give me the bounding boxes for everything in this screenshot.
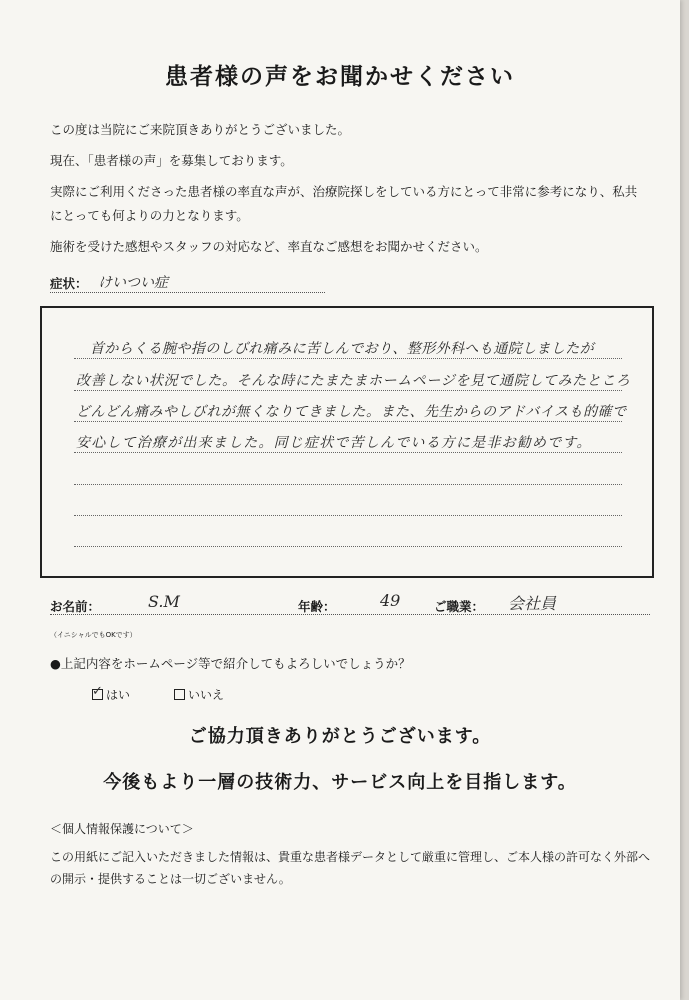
- symptom-label: 症状：: [50, 276, 88, 291]
- no-label: いいえ: [188, 688, 225, 702]
- intro-paragraph: この度は当院にご来院頂きありがとうございました。: [50, 122, 351, 137]
- consent-no-option[interactable]: [174, 686, 224, 703]
- age-value: 49: [380, 591, 401, 610]
- comment-line: 改善しない状況でした。そんな時にたまたまホームページを見て通院してみたところ: [76, 373, 631, 389]
- goal-message: 今後もより一層の技術力、サービス向上を目指します。: [103, 772, 577, 793]
- ruled-line: [74, 452, 622, 453]
- symptom-underline: [50, 292, 325, 293]
- checkmark-icon: ✓: [92, 684, 103, 699]
- intro-paragraph: 現在、「患者様の声」を募集しております。: [50, 153, 293, 168]
- job-value: 会社員: [508, 594, 557, 613]
- ruled-line: [74, 484, 622, 485]
- ruled-line: [74, 546, 622, 547]
- age-label: 年齢：: [298, 599, 336, 614]
- consent-yes-option[interactable]: [92, 686, 130, 703]
- ruled-line: [74, 358, 622, 359]
- ruled-line: [74, 390, 622, 391]
- intro-paragraph: 実際にご利用くださった患者様の率直な声が、治療院探しをしている方にとって非常に参考になり、私共にとっても何よりの力となります。: [50, 184, 638, 223]
- info-underline: [50, 614, 650, 615]
- intro-paragraph: 施術を受けた感想やスタッフの対応など、率直なご感想をお聞かせください。: [50, 239, 488, 254]
- comment-line: どんどん痛みやしびれが無くなりてきました。また、先生からのアドバイスも的確で: [76, 404, 627, 420]
- privacy-body: この用紙にご記入いただきました情報は、貴重な患者様データとして厳重に管理し、ご本人様の許可なく外部への開示・提供することは一切ございません。: [50, 850, 651, 886]
- intro-text: [50, 118, 640, 259]
- yes-checkbox[interactable]: [92, 684, 103, 700]
- comment-box: [40, 306, 654, 578]
- ruled-line: [74, 515, 622, 516]
- job-label: ご職業：: [434, 599, 485, 614]
- privacy-heading: ＜個人情報保護について＞: [50, 822, 194, 836]
- page-title: 患者様の声をお聞かせください: [165, 64, 515, 90]
- thanks-message: ご協力頂きありがとうございます。: [188, 726, 492, 747]
- ruled-line: [74, 421, 622, 422]
- consent-question: ●上記内容をホームページ等で紹介してもよろしいでしょうか？: [50, 656, 411, 671]
- name-label: お名前：: [50, 599, 101, 614]
- comment-line: 首からくる腕や指のしびれ痛みに苦しんでおり、整形外科へも通院しましたが: [90, 341, 594, 357]
- no-checkbox[interactable]: [174, 689, 185, 700]
- name-value: S.M: [148, 592, 180, 611]
- initials-note: （イニシャルでもOKです）: [50, 631, 137, 639]
- comment-line: 安心して治療が出来ました。同じ症状で苦しんでいる方に是非お勧めです。: [76, 435, 592, 451]
- symptom-value: けいつい症: [98, 275, 168, 291]
- yes-label: はい: [106, 688, 131, 702]
